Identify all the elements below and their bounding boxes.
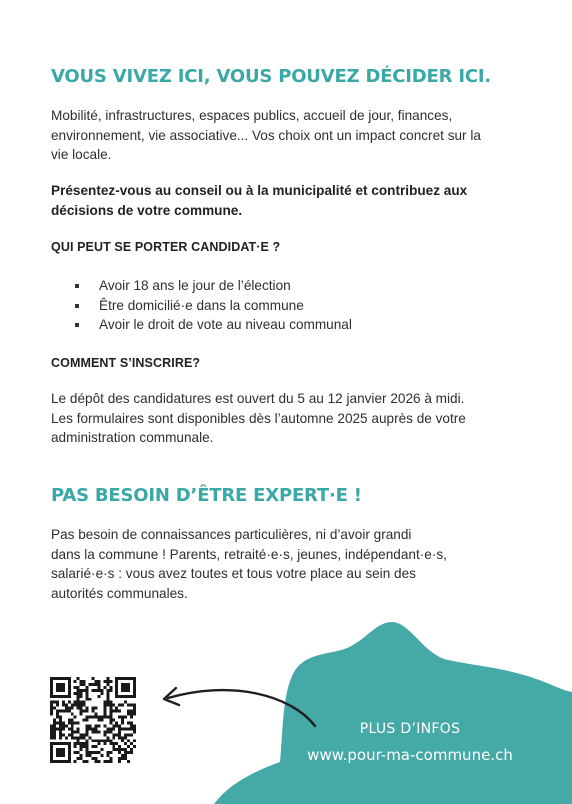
no-expertise-paragraph <box>51 525 531 603</box>
list-item <box>51 276 352 296</box>
intro-paragraph <box>51 106 531 165</box>
no-expertise-line: Pas besoin de connaissances particulières, ni d’avoir grandi <box>51 527 412 542</box>
registration-paragraph <box>51 389 531 448</box>
cta-line: décisions de votre commune. <box>51 202 243 218</box>
list-item-label: Avoir 18 ans le jour de l’élection <box>99 278 291 293</box>
bullet-icon <box>75 323 79 327</box>
no-expertise-line: salarié·e·s : vous avez toutes et tous votre place au sein des <box>51 566 416 581</box>
list-item <box>51 315 352 335</box>
bullet-icon <box>75 304 79 308</box>
cta-line: Présentez-vous au conseil ou à la municipalité et contribuez aux <box>51 183 468 198</box>
list-item <box>51 296 352 316</box>
second-title: PAS BESOIN D’ÊTRE EXPERT·E ! <box>51 485 362 506</box>
call-to-action-paragraph <box>51 181 531 220</box>
registration-line: Le dépôt des candidatures est ouvert du 5 au 12 janvier 2026 à midi. <box>51 391 465 406</box>
list-item-label: Être domicilié·e dans la commune <box>99 297 304 313</box>
list-item-label: Avoir le droit de vote au niveau communal <box>99 317 352 332</box>
website-link[interactable]: www.pour-ma-commune.ch <box>307 746 513 764</box>
registration-line: Les formulaires sont disponibles dès l’automne 2025 auprès de votre <box>51 410 466 426</box>
no-expertise-line: dans la commune ! Parents, retraité·e·s, jeunes, indépendant·e·s, <box>51 546 447 562</box>
intro-line: Mobilité, infrastructures, espaces publics, accueil de jour, finances, <box>51 108 453 123</box>
registration-line: administration communale. <box>51 430 214 445</box>
no-expertise-line: autorités communales. <box>51 585 188 601</box>
main-title: VOUS VIVEZ ICI, VOUS POUVEZ DÉCIDER ICI. <box>51 66 492 87</box>
qr-code-icon[interactable] <box>50 677 136 763</box>
intro-line: vie locale. <box>51 147 112 162</box>
intro-line: environnement, vie associative... Vos choix ont un impact concret sur la <box>51 127 481 143</box>
registration-heading: COMMENT S’INSCRIRE? <box>51 356 201 370</box>
more-info-label: PLUS D’INFOS <box>359 721 461 737</box>
eligibility-list <box>51 276 352 335</box>
eligibility-heading: QUI PEUT SE PORTER CANDIDAT·E ? <box>51 240 281 254</box>
bullet-icon <box>75 284 79 288</box>
